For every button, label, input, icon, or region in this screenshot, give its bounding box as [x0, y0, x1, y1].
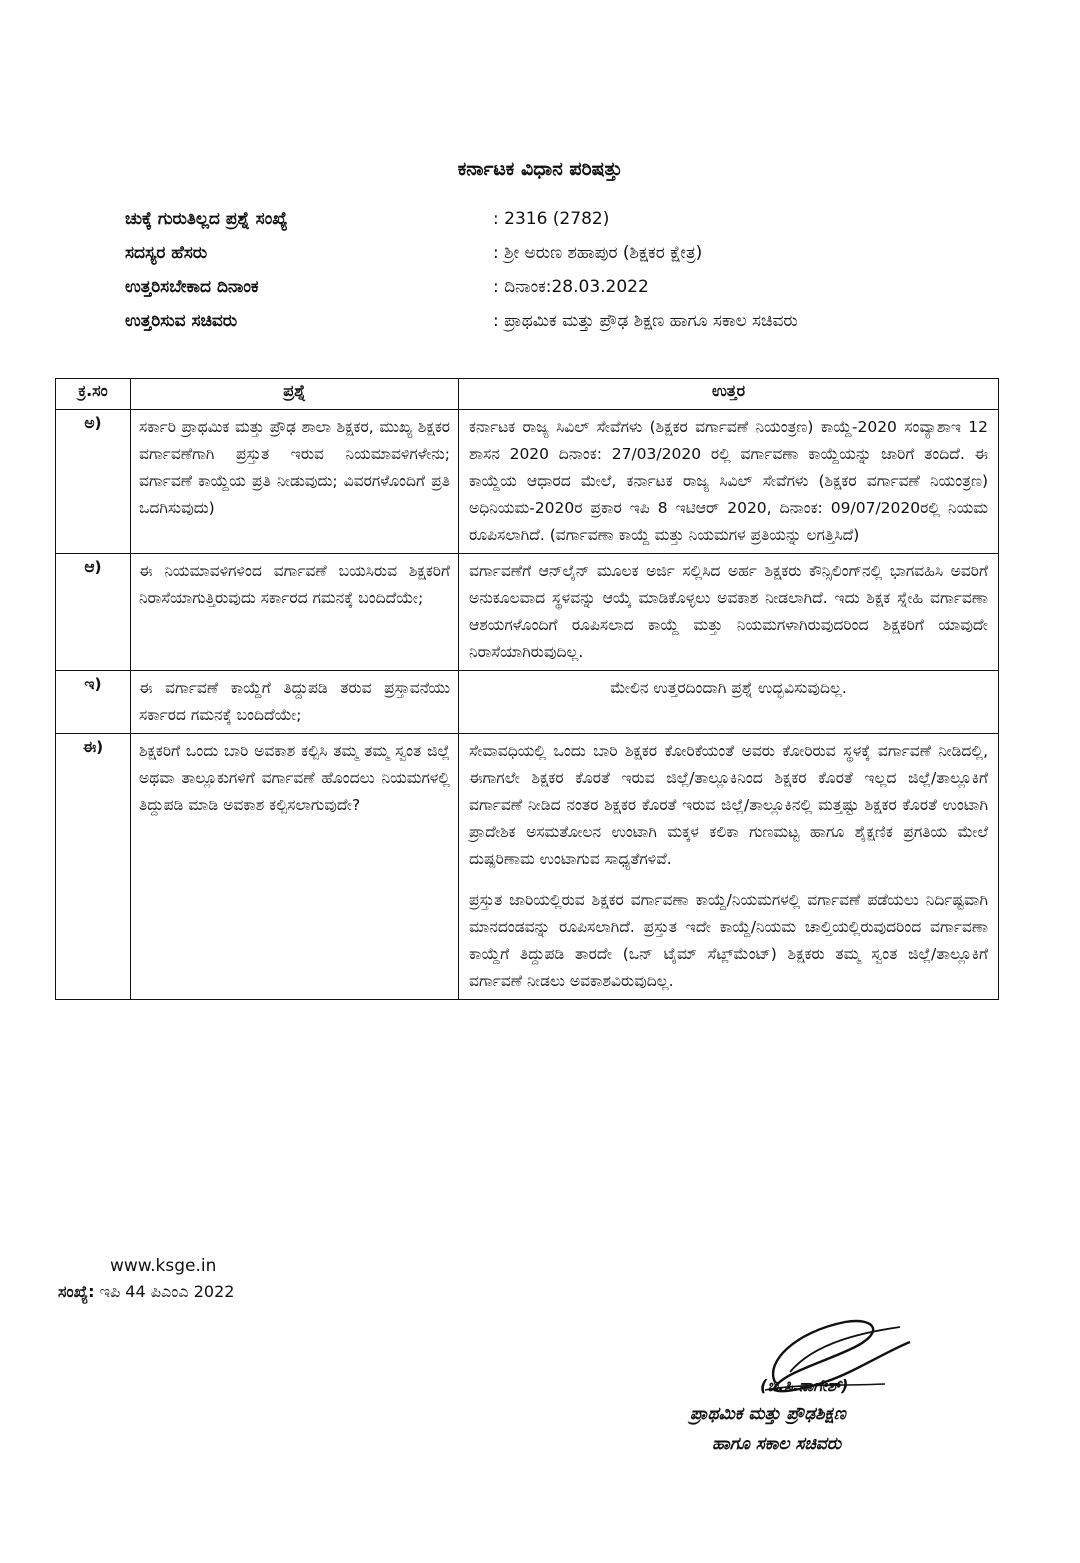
meta-row-question-number [125, 206, 925, 233]
website-link[interactable]: www.ksge.in [110, 1256, 217, 1276]
meta-row-answer-date [125, 274, 925, 301]
meta-value: : 2316 (2782) [493, 209, 610, 229]
header-question: ಪ್ರಶ್ನೆ [131, 379, 459, 410]
table-row [56, 671, 999, 734]
row-question: ಈ ನಿಯಮಾವಳಿಗಳಿಂದ ವರ್ಗಾವಣೆ ಬಯಸಿರುವ ಶಿಕ್ಷಕರಿಗೆ ನಿರಾಸೆಯಾಗುತ್ತಿರುವುದು ಸರ್ಕಾರದ ಗಮನಕ್ಕೆ ಬಂದಿದೆಯೇ; [131, 554, 459, 671]
header-serial-number: ಕ್ರ.ಸಂ [56, 379, 131, 410]
question-meta [125, 206, 925, 342]
answer-paragraph: ಪ್ರಸ್ತುತ ಜಾರಿಯಲ್ಲಿರುವ ಶಿಕ್ಷಕರ ವರ್ಗಾವಣಾ ಕಾಯ್ದೆ/ನಿಯಮಗಳಲ್ಲಿ ವರ್ಗಾವಣೆ ಪಡೆಯಲು ನಿರ್ದಿಷ್ಟವಾಗಿ ಮಾನದಂಡವನ್ನು ರೂಪಿಸಲಾಗಿದೆ. ಪ್ರಸ್ತುತ ಇದೇ ಕಾಯ್ದೆ/ನಿಯಮ ಚಾಲ್ತಿಯಲ್ಲಿರುವುದರಿಂದ ವರ್ಗಾವಣಾ ಕಾಯ್ದೆಗೆ ತಿದ್ದುಪಡಿ ತಾರದೇ (ಒನ್ ಟೈಮ್ ಸೆಟ್ಲ್‌ಮೆಂಟ್) ಶಿಕ್ಷಕರು ತಮ್ಮ ಸ್ವಂತ ಜಿಲ್ಲೆ/ತಾಲ್ಲೂಕಿಗೆ ವರ್ಗಾವಣೆ ನೀಡಲು ಅವಕಾಶವಿರುವುದಿಲ್ಲ. [469, 891, 988, 990]
row-number: ಅ) [56, 410, 131, 554]
answer-paragraph: ವರ್ಗಾವಣೆಗೆ ಆನ್‌ಲೈನ್ ಮೂಲಕ ಅರ್ಜಿ ಸಲ್ಲಿಸಿದ ಅರ್ಹ ಶಿಕ್ಷಕರು ಕೌನ್ಸಿಲಿಂಗ್‌ನಲ್ಲಿ ಭಾಗವಹಿಸಿ ಅವರಿಗೆ ಅನುಕೂಲವಾದ ಸ್ಥಳವನ್ನು ಆಯ್ಕೆ ಮಾಡಿಕೊಳ್ಳಲು ಅವಕಾಶ ನೀಡಲಾಗಿದೆ. ಇದು ಶಿಕ್ಷಕ ಸ್ನೇಹಿ ವರ್ಗಾವಣಾ ಆಶಯಗಳೊಂದಿಗೆ ರೂಪಿಸಲಾದ ಕಾಯ್ದೆ ಮತ್ತು ನಿಯಮಗಳಾಗಿರುವುದರಿಂದ ಶಿಕ್ಷಕರಿಗೆ ಯಾವುದೇ ನಿರಾಸೆಯಾಗಿರುವುದಿಲ್ಲ. [469, 562, 988, 661]
answer-paragraph: ಕರ್ನಾಟಕ ರಾಜ್ಯ ಸಿವಿಲ್ ಸೇವೆಗಳು (ಶಿಕ್ಷಕರ ವರ್ಗಾವಣೆ ನಿಯಂತ್ರಣ) ಕಾಯ್ದೆ-2020 ಸಂವ್ಯಾಶಾಇ 12 ಶಾಸನ 2020 ದಿನಾಂಕ: 27/03/2020 ರಲ್ಲಿ ವರ್ಗಾವಣಾ ಕಾಯ್ದೆಯನ್ನು ಜಾರಿಗೆ ತಂದಿದೆ. ಈ ಕಾಯ್ದೆಯ ಆಧಾರದ ಮೇಲೆ, ಕರ್ನಾಟಕ ರಾಜ್ಯ ಸಿವಿಲ್ ಸೇವೆಗಳು (ಶಿಕ್ಷಕರ ವರ್ಗಾವಣೆ ನಿಯಂತ್ರಣ) ಅಧಿನಿಯಮ-2020ರ ಪ್ರಕಾರ ಇಪಿ 8 ಇಟಿಆರ್ 2020, ದಿನಾಂಕ: 09/07/2020ರಲ್ಲಿ ನಿಯಮ ರೂಪಿಸಲಾಗಿದೆ. (ವರ್ಗಾವಣಾ ಕಾಯ್ದೆ ಮತ್ತು ನಿಯಮಗಳ ಪ್ರತಿಯನ್ನು ಲಗತ್ತಿಸಿದೆ) [469, 418, 988, 544]
document-title: ಕರ್ನಾಟಕ ವಿಧಾನ ಪರಿಷತ್ತು [457, 158, 623, 180]
meta-value: : ಪ್ರಾಥಮಿಕ ಮತ್ತು ಪ್ರೌಢ ಶಿಕ್ಷಣ ಹಾಗೂ ಸಕಾಲ ಸಚಿವರು [493, 311, 798, 331]
meta-row-minister [125, 308, 925, 335]
row-answer [459, 554, 999, 671]
signatory-name: (ಬಿ.ಸಿ.ನಾಗೇಶ್) [760, 1376, 849, 1395]
table-row [56, 410, 999, 554]
reference-label: ಸಂಖ್ಯೆ: [58, 1282, 95, 1301]
table-header-row [56, 379, 999, 410]
reference-number [58, 1282, 234, 1302]
meta-value: : ದಿನಾಂಕ:28.03.2022 [493, 277, 649, 297]
row-question: ಸರ್ಕಾರಿ ಪ್ರಾಥಮಿಕ ಮತ್ತು ಪ್ರೌಢ ಶಾಲಾ ಶಿಕ್ಷಕರ, ಮುಖ್ಯ ಶಿಕ್ಷಕರ ವರ್ಗಾವಣೆಗಾಗಿ ಪ್ರಸ್ತುತ ಇರುವ ನಿಯಮಾವಳಿಗಳೇನು; ವರ್ಗಾವಣೆ ಕಾಯ್ದೆಯ ಪ್ರತಿ ನೀಡುವುದು; ವಿವರಗಳೊಂದಿಗೆ ಪ್ರತಿ ಒದಗಿಸುವುದು) [131, 410, 459, 554]
reference-value: ಇಪಿ 44 ಪಿಎಂಎ 2022 [94, 1282, 235, 1301]
row-answer [459, 734, 999, 1000]
meta-label: ಉತ್ತರಿಸಬೇಕಾದ ದಿನಾಂಕ [125, 277, 259, 297]
signatory-designation: ಪ್ರಾಥಮಿಕ ಮತ್ತು ಪ್ರೌಢಶಿಕ್ಷಣ [690, 1404, 846, 1424]
meta-value: : ಶ್ರೀ ಅರುಣ ಶಹಾಪುರ (ಶಿಕ್ಷಕರ ಕ್ಷೇತ್ರ) [493, 243, 703, 263]
signatory-designation-continued: ಹಾಗೂ ಸಕಾಲ ಸಚಿವರು [712, 1434, 842, 1454]
row-number: ಇ) [56, 671, 131, 734]
answer-paragraph: ಮೇಲಿನ ಉತ್ತರದಿಂದಾಗಿ ಪ್ರಶ್ನೆ ಉದ್ಭವಿಸುವುದಿಲ್ಲ. [610, 679, 847, 697]
row-answer [459, 410, 999, 554]
answer-paragraph: ಸೇವಾವಧಿಯಲ್ಲಿ ಒಂದು ಬಾರಿ ಶಿಕ್ಷಕರ ಕೋರಿಕೆಯಂತೆ ಅವರು ಕೋರಿರುವ ಸ್ಥಳಕ್ಕೆ ವರ್ಗಾವಣೆ ನೀಡಿದಲ್ಲಿ, ಈಗಾಗಲೇ ಶಿಕ್ಷಕರ ಕೊರತೆ ಇರುವ ಜಿಲ್ಲೆ/ತಾಲ್ಲೂಕಿನಿಂದ ಶಿಕ್ಷಕರ ಕೊರತೆ ಇಲ್ಲದ ಜಿಲ್ಲೆ/ತಾಲ್ಲೂಕಿಗೆ ವರ್ಗಾವಣೆ ನೀಡಿದ ನಂತರ ಶಿಕ್ಷಕರ ಕೊರತೆ ಇರುವ ಜಿಲ್ಲೆ/ತಾಲ್ಲೂಕಿನಲ್ಲಿ ಮತ್ತಷ್ಟು ಶಿಕ್ಷಕರ ಕೊರತೆ ಉಂಟಾಗಿ ಪ್ರಾದೇಶಿಕ ಅಸಮತೋಲನ ಉಂಟಾಗಿ ಮಕ್ಕಳ ಕಲಿಕಾ ಗುಣಮಟ್ಟ ಹಾಗೂ ಶೈಕ್ಷಣಿಕ ಪ್ರಗತಿಯ ಮೇಲೆ ದುಷ್ಪರಿಣಾಮ ಉಂಟಾಗುವ ಸಾಧ್ಯತೆಗಳಿವೆ. [469, 742, 988, 868]
question-answer-table [55, 378, 999, 1000]
row-number: ಆ) [56, 554, 131, 671]
header-answer: ಉತ್ತರ [459, 379, 999, 410]
meta-label: ಚುಕ್ಕೆ ಗುರುತಿಲ್ಲದ ಪ್ರಶ್ನೆ ಸಂಖ್ಯೆ [125, 209, 288, 229]
row-answer [459, 671, 999, 734]
row-question: ಈ ವರ್ಗಾವಣೆ ಕಾಯ್ದೆಗೆ ತಿದ್ದುಪಡಿ ತರುವ ಪ್ರಸ್ತಾವನೆಯು ಸರ್ಕಾರದ ಗಮನಕ್ಕೆ ಬಂದಿದೆಯೇ; [131, 671, 459, 734]
meta-label: ಉತ್ತರಿಸುವ ಸಚಿವರು [125, 311, 238, 331]
meta-label: ಸದಸ್ಯರ ಹೆಸರು [125, 243, 208, 263]
row-number: ಈ) [56, 734, 131, 1000]
table-row [56, 734, 999, 1000]
row-question: ಶಿಕ್ಷಕರಿಗೆ ಒಂದು ಬಾರಿ ಅವಕಾಶ ಕಲ್ಪಿಸಿ ತಮ್ಮ ತಮ್ಮ ಸ್ವಂತ ಜಿಲ್ಲೆ ಅಥವಾ ತಾಲ್ಲೂಕುಗಳಿಗೆ ವರ್ಗಾವಣೆ ಹೊಂದಲು ನಿಯಮಗಳಲ್ಲಿ ತಿದ್ದುಪಡಿ ಮಾಡಿ ಅವಕಾಶ ಕಲ್ಪಿಸಲಾಗುವುದೇ? [131, 734, 459, 1000]
table-row [56, 554, 999, 671]
meta-row-member-name [125, 240, 925, 267]
